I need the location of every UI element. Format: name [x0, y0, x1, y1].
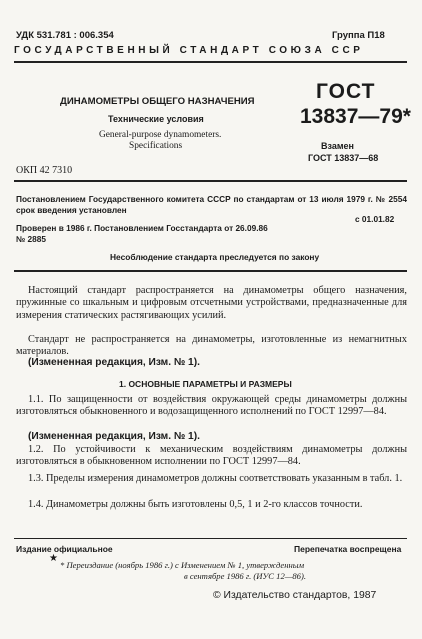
intro-paragraph-2: Стандарт не распространяется на динамометры, изготовленные из немагнитных материалов. — [16, 334, 407, 358]
reissue-note-line1: * Переиздание (ноябрь 1986 г.) с Изменением № 1, утвержденным — [60, 560, 305, 570]
replaces-label: Взамен — [321, 141, 354, 151]
udk-code: УДК 531.781 : 006.354 — [16, 30, 114, 41]
title-rule — [14, 180, 407, 182]
prohibition-notice: Несоблюдение стандарта преследуется по закону — [110, 252, 320, 262]
state-standard-banner: ГОСУДАРСТВЕННЫЙ СТАНДАРТ СОЮЗА ССР — [14, 45, 364, 56]
header-rule — [14, 61, 407, 63]
english-title-line2: Specifications — [129, 141, 183, 151]
footer-rule — [14, 538, 407, 539]
clause-1-2: 1.2. По устойчивости к механическим воздействиям динамометры должны изготовляться в обыкновенном исполнении по ГОСТ 12997—84. — [16, 444, 407, 468]
okp-code: ОКП 42 7310 — [16, 165, 73, 176]
reissue-note-line2: в сентябре 1986 г. (ИУС 12—86). — [184, 571, 306, 581]
official-edition-label: Издание официальное — [16, 544, 113, 554]
replaces-value: ГОСТ 13837—68 — [308, 153, 379, 163]
decree-rule — [14, 270, 407, 272]
clause-1-1: 1.1. По защищенности от воздействия окружающей среды динамометры должны изготовляться обыкновенного и водозащищенного исполнений по ГОСТ 12997—84. — [16, 394, 407, 418]
section-1-heading: 1. ОСНОВНЫЕ ПАРАМЕТРЫ И РАЗМЕРЫ — [119, 379, 292, 389]
english-title-line1: General-purpose dynamometers. — [99, 130, 222, 140]
decree-text: Постановлением Государственного комитета СССР по стандартам от 13 июля 1979 г. № 2554 срок введения установлен — [16, 194, 407, 215]
gost-label: ГОСТ — [316, 80, 376, 103]
clause-1-3: 1.3. Пределы измерения динамометров должны соответствовать указанным в табл. 1. — [28, 473, 403, 484]
clause-1-1-edition-note: (Измененная редакция, Изм. № 1). — [28, 431, 200, 442]
gost-number: 13837—79* — [300, 105, 411, 128]
intro-edition-note: (Измененная редакция, Изм. № 1). — [28, 357, 200, 368]
document-subtitle: Технические условия — [108, 114, 204, 124]
reprint-prohibited-label: Перепечатка воспрещена — [294, 544, 402, 554]
intro-paragraph-1: Настоящий стандарт распространяется на динамометры общего назначения, пружинные со шкальным и цифровым отсчетными устройствами, предназначенные для измерения статических растягивающих усилий. — [16, 285, 407, 321]
copyright-notice: © Издательство стандартов, 1987 — [213, 590, 377, 601]
decree-date: с 01.01.82 — [355, 214, 395, 224]
revision-text: Проверен в 1986 г. Постановлением Госстандарта от 26.09.86 № 2885 — [16, 223, 268, 244]
document-title: ДИНАМОМЕТРЫ ОБЩЕГО НАЗНАЧЕНИЯ — [60, 96, 255, 107]
star-icon: ★ — [49, 553, 58, 564]
group-code: Группа П18 — [332, 30, 385, 41]
clause-1-4: 1.4. Динамометры должны быть изготовлены 0,5, 1 и 2-го классов точности. — [28, 499, 363, 510]
